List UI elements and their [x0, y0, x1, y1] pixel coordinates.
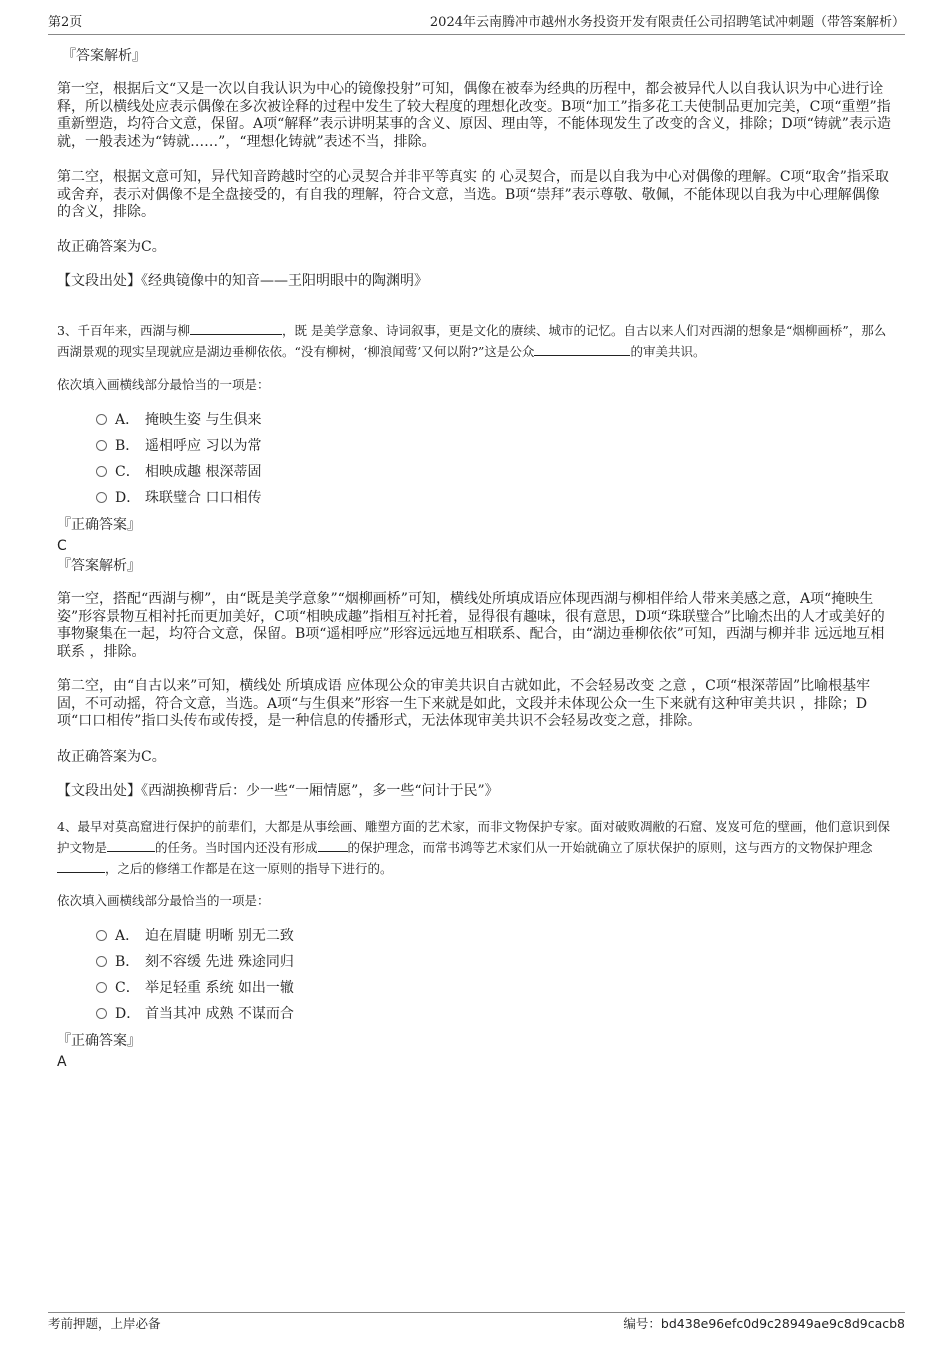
footer-code	[623, 1314, 905, 1334]
q3-option-d[interactable]	[96, 488, 261, 508]
option-text: 遥相呼应 习以为常	[145, 438, 262, 454]
radio-icon[interactable]	[96, 982, 107, 993]
option-letter: C．	[115, 464, 140, 480]
q3-source: 【文段出处】《西湖换柳背后：少一些“一厢情愿”，多一些“问计于民”》	[57, 783, 499, 799]
option-text: 刻不容缓 先进 殊途同归	[145, 954, 294, 970]
q2-conclusion: 故正确答案为C。	[57, 239, 166, 255]
footer-code-label: 编号：	[623, 1316, 661, 1331]
q2-analysis-para-1: 第一空，根据后文“又是一次以自我认识为中心的镜像投射”可知，偶像在被奉为经典的历程中，都会被异代人以自我认识为中心进行诠释，所以横线处应表示偶像在多次被诠释的过程中发生了较大程度的理想化改变。B项“加工”指多花工夫使制品更加完美，C项“重塑”指重新塑造，均符合文意，保留。A项“解释”表示讲明某事的含义、原因、理由等，不能体现发生了改变的含义，排除；D项“铸就”表示造就，一般表述为“铸就……”，“理想化铸就”表述不当，排除。	[57, 81, 891, 150]
q4-option-c[interactable]	[96, 978, 294, 998]
document-title: 2024年云南腾冲市越州水务投资开发有限责任公司招聘笔试冲刺题（带答案解析）	[429, 15, 905, 30]
option-text: 相映成趣 根深蒂固	[145, 464, 262, 480]
option-letter: D．	[115, 1006, 141, 1022]
q4-stem-part-1: 4、最早对莫高窟进行保护的前辈们，大都是从事绘画、雕塑方面的艺术家，而非文物保护专家。面对破败凋敝的石窟、岌岌可危的壁画，他们意识到保护文物是	[57, 819, 890, 855]
q3-blank-2	[534, 342, 630, 356]
radio-icon[interactable]	[96, 466, 107, 477]
q2-analysis-label: 『答案解析』	[62, 48, 146, 64]
q3-correct-answer: C	[57, 538, 67, 554]
q4-option-b[interactable]	[96, 952, 294, 972]
q3-stem-part-2: ，既 是美学意象、诗词叙事，更是文化的赓续、城市的记忆。自古以来人们对西湖的想象是“烟柳画桥”，那么西湖景观的现实呈现就应是湖边垂柳依依。“没有柳树，‘柳浪闻莺’又何以附?”这是公众	[57, 323, 887, 359]
q3-option-c[interactable]	[96, 462, 261, 482]
page-footer	[48, 1312, 905, 1333]
q3-blank-1	[190, 321, 282, 335]
option-letter: D．	[115, 490, 141, 506]
q3-conclusion: 故正确答案为C。	[57, 749, 166, 765]
radio-icon[interactable]	[96, 414, 107, 425]
q3-correct-label: 『正确答案』	[57, 517, 141, 533]
radio-icon[interactable]	[96, 440, 107, 451]
radio-icon[interactable]	[96, 930, 107, 941]
q4-blank-2	[318, 838, 348, 852]
q4-stem-part-4: ，之后的修缮工作都是在这一原则的指导下进行的。	[105, 861, 393, 876]
q4-stem-part-2: 的任务。当时国内还没有形成	[155, 840, 318, 855]
q3-stem-part-1: 3、千百年来，西湖与柳	[57, 323, 190, 338]
q4-option-a[interactable]	[96, 926, 294, 946]
option-letter: A．	[115, 412, 140, 428]
option-text: 迫在眉睫 明晰 别无二致	[145, 928, 294, 944]
footer-slogan: 考前押题，上岸必备	[48, 1316, 161, 1331]
radio-icon[interactable]	[96, 956, 107, 967]
q4-correct-label: 『正确答案』	[57, 1033, 141, 1049]
page-header	[48, 14, 905, 35]
q3-option-b[interactable]	[96, 436, 261, 456]
q4-stem	[57, 816, 893, 879]
q4-blank-3	[57, 859, 105, 873]
q2-source: 【文段出处】《经典镜像中的知音——王阳明眼中的陶渊明》	[57, 273, 428, 289]
q4-correct-answer: A	[57, 1054, 67, 1070]
q4-instruction: 依次填入画横线部分最恰当的一项是：	[57, 893, 270, 908]
q2-analysis-para-2: 第二空，根据文意可知，异代知音跨越时空的心灵契合并非平等真实 的 心灵契合，而是以自我为中心对偶像的理解。C项“取舍”指采取或舍弃，表示对偶像不是全盘接受的，有自我的理解，符合文意，当选。B项“崇拜”表示尊敬、敬佩，不能体现以自我为中心理解偶像的含义，排除。	[57, 169, 889, 221]
option-letter: C．	[115, 980, 140, 996]
option-letter: B．	[115, 438, 140, 454]
q3-stem	[57, 320, 893, 362]
q3-option-a[interactable]	[96, 410, 261, 430]
option-letter: B．	[115, 954, 140, 970]
footer-code-value: bd438e96efc0d9c28949ae9c8d9cacb8	[660, 1316, 905, 1331]
option-text: 珠联璧合 口口相传	[145, 490, 262, 506]
q3-instruction: 依次填入画横线部分最恰当的一项是：	[57, 377, 270, 392]
option-text: 举足轻重 系统 如出一辙	[145, 980, 294, 996]
page-number: 第2页	[48, 15, 83, 30]
q4-blank-1	[107, 838, 155, 852]
option-text: 掩映生姿 与生俱来	[145, 412, 262, 428]
q3-stem-part-3: 的审美共识。	[630, 344, 706, 359]
q4-option-d[interactable]	[96, 1004, 294, 1024]
option-letter: A．	[115, 928, 140, 944]
option-text: 首当其冲 成熟 不谋而合	[145, 1006, 294, 1022]
q3-analysis-para-1: 第一空，搭配“西湖与柳”，由“既是美学意象”“烟柳画桥”可知，横线处所填成语应体现西湖与柳相伴给人带来美感之意，A项“掩映生姿”形容景物互相衬托而更加美好，C项“相映成趣”指相互衬托着，显得很有趣味，很有意思，D项“珠联璧合”比喻杰出的人才或美好的事物聚集在一起，均符合文意，保留。B项“遥相呼应”形容远远地互相联系、配合，由“湖边垂柳依依”可知，西湖与柳并非 远远地互相联系 ，排除。	[57, 591, 885, 660]
q3-analysis-para-2: 第二空，由“自古以来”可知，横线处 所填成语 应体现公众的审美共识自古就如此，不会轻易改变 之意 ，C项“根深蒂固”比喻根基牢固，不可动摇，符合文意，当选。A项“与生俱来”形容一生下来就是如此，文段并未体现公众一生下来就有这种审美共识 ，排除；D项“口口相传”指口头传布或传授，是一种信息的传播形式，无法体现审美共识不会轻易改变之意，排除。	[57, 678, 871, 730]
q3-analysis-label: 『答案解析』	[57, 558, 141, 574]
radio-icon[interactable]	[96, 1008, 107, 1019]
radio-icon[interactable]	[96, 492, 107, 503]
q4-stem-part-3: 的保护理念，而常书鸿等艺术家们从一开始就确立了原状保护的原则，这与西方的文物保护理念	[347, 840, 873, 855]
